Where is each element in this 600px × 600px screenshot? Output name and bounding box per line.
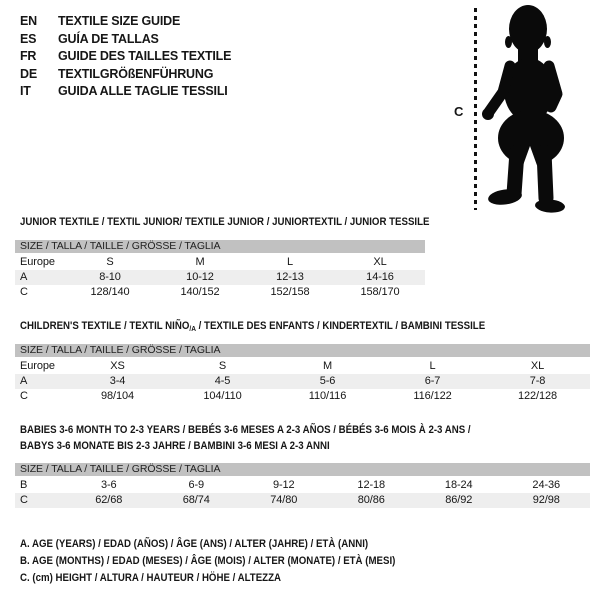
- col-header-cell: XL: [373, 256, 387, 268]
- size-cell: 140/152: [180, 286, 220, 298]
- size-cell: 10-12: [186, 271, 214, 283]
- lang-code: DE: [20, 66, 37, 81]
- lang-line-es: [20, 31, 231, 49]
- lang-label: GUIDA ALLE TAGLIE TESSILI: [58, 84, 228, 99]
- children-title-post: / TEXTILE DES ENFANTS / KINDERTEXTIL / BAMBINI TESSILE: [195, 320, 486, 332]
- children-title-pre: CHILDREN'S TEXTILE / TEXTIL NIÑO: [20, 320, 190, 332]
- size-cell: 8-10: [99, 271, 121, 283]
- size-header-bar: SIZE / TALLA / TAILLE / GRÖSSE / TAGLIA: [15, 240, 425, 253]
- size-cell: 116/122: [413, 390, 452, 402]
- lang-code: EN: [20, 14, 37, 28]
- lang-line-de: [20, 66, 231, 84]
- lang-label: TEXTILGRÖßENFÜHRUNG: [58, 66, 214, 81]
- table-row-age: [15, 374, 590, 389]
- babies-title-line1: BABIES 3-6 MONTH TO 2-3 YEARS / BEBÉS 3-6 MESES A 2-3 AÑOS / BÉBÉS 3-6 MOIS À 2-3 ANS /: [20, 424, 471, 436]
- table-row-europe: [15, 359, 590, 374]
- size-cell: 110/116: [308, 390, 347, 402]
- babies-size-table: [15, 463, 590, 508]
- size-cell: 98/104: [100, 390, 135, 402]
- size-cell: 24-36: [532, 479, 561, 491]
- lang-code: IT: [20, 84, 31, 99]
- col-header-cell: M: [195, 256, 205, 268]
- size-cell: 4-5: [214, 375, 231, 387]
- size-cell: 7-8: [529, 375, 546, 387]
- size-cell: 158/170: [360, 286, 400, 298]
- children-size-table: [15, 344, 590, 404]
- babies-title-line2: BABYS 3-6 MONATE BIS 2-3 JAHRE / BAMBINI 3-6 MESI A 2-3 ANNI: [20, 440, 330, 452]
- language-header: [20, 13, 231, 101]
- row-label: A: [20, 271, 28, 283]
- height-dashed-line: [474, 8, 477, 210]
- size-cell: 9-12: [272, 479, 295, 491]
- size-cell: 3-6: [100, 479, 117, 491]
- size-cell: 6-7: [424, 375, 441, 387]
- size-cell: 104/110: [203, 390, 242, 402]
- row-label: A: [20, 375, 28, 387]
- table-row-height: [15, 493, 590, 508]
- size-cell: 122/128: [517, 390, 558, 402]
- row-label: C: [20, 286, 28, 298]
- size-cell: 12-18: [357, 479, 386, 491]
- size-cell: 74/80: [270, 494, 298, 506]
- lang-code: ES: [20, 31, 37, 46]
- col-header-cell: XL: [530, 360, 545, 372]
- legend-footnotes: [20, 536, 447, 586]
- lang-line-en: [20, 13, 231, 31]
- babies-section-title: [20, 422, 471, 454]
- footnote-age-months: B. AGE (MONTHS) / EDAD (MESES) / ÂGE (MOIS) / ALTER (MONATE) / ETÀ (MESI): [20, 554, 396, 567]
- row-label: Europe: [20, 360, 55, 372]
- table-row-age: [15, 270, 425, 285]
- size-cell: 3-4: [109, 375, 126, 387]
- col-header-cell: XS: [110, 360, 125, 372]
- col-header-cell: L: [286, 256, 294, 268]
- size-cell: 5-6: [319, 375, 336, 387]
- height-measure-label: C: [454, 104, 464, 119]
- col-header-cell: S: [106, 256, 114, 268]
- row-label: B: [20, 479, 28, 491]
- height-figure: [440, 0, 600, 222]
- table-row-height: [15, 389, 590, 404]
- lang-line-fr: [20, 48, 231, 66]
- size-cell: 152/158: [270, 286, 310, 298]
- size-cell: 128/140: [90, 286, 130, 298]
- junior-section-title: JUNIOR TEXTILE / TEXTIL JUNIOR/ TEXTILE JUNIOR / JUNIORTEXTIL / JUNIOR TESSILE: [20, 216, 430, 228]
- size-cell: 80/86: [357, 494, 385, 506]
- footnote-height: C. (cm) HEIGHT / ALTURA / HAUTEUR / HÖHE / ALTEZZA: [20, 571, 282, 584]
- row-label: C: [20, 494, 28, 506]
- baby-silhouette-icon: [480, 2, 600, 222]
- junior-size-table: [15, 240, 425, 300]
- size-cell: 14-16: [366, 271, 394, 283]
- footnote-age-years: A. AGE (YEARS) / EDAD (AÑOS) / ÂGE (ANS) / ALTER (JAHRE) / ETÀ (ANNI): [20, 538, 369, 550]
- size-cell: 86/92: [445, 494, 473, 506]
- table-row-age-months: [15, 478, 590, 493]
- size-cell: 68/74: [182, 494, 210, 506]
- lang-label: GUIDE DES TAILLES TEXTILE: [58, 49, 232, 64]
- table-row-height: [15, 285, 425, 300]
- row-label: Europe: [20, 256, 55, 268]
- size-cell: 6-9: [188, 479, 205, 491]
- size-cell: 18-24: [444, 479, 473, 491]
- lang-line-it: [20, 83, 231, 101]
- row-label: C: [20, 390, 28, 402]
- size-cell: 62/68: [95, 494, 123, 506]
- size-cell: 92/98: [532, 494, 560, 506]
- lang-label: TEXTILE SIZE GUIDE: [58, 14, 181, 28]
- children-section-title: [20, 318, 485, 337]
- col-header-cell: M: [322, 360, 333, 372]
- lang-code: FR: [20, 49, 37, 64]
- col-header-cell: S: [218, 360, 227, 372]
- children-title-subscript: /A: [189, 324, 196, 333]
- table-row-europe: [15, 255, 425, 270]
- size-header-bar: SIZE / TALLA / TAILLE / GRÖSSE / TAGLIA: [15, 463, 590, 476]
- col-header-cell: L: [429, 360, 436, 372]
- size-cell: 12-13: [276, 271, 304, 283]
- size-header-bar: SIZE / TALLA / TAILLE / GRÖSSE / TAGLIA: [15, 344, 590, 357]
- lang-label: GUÍA DE TALLAS: [58, 31, 159, 46]
